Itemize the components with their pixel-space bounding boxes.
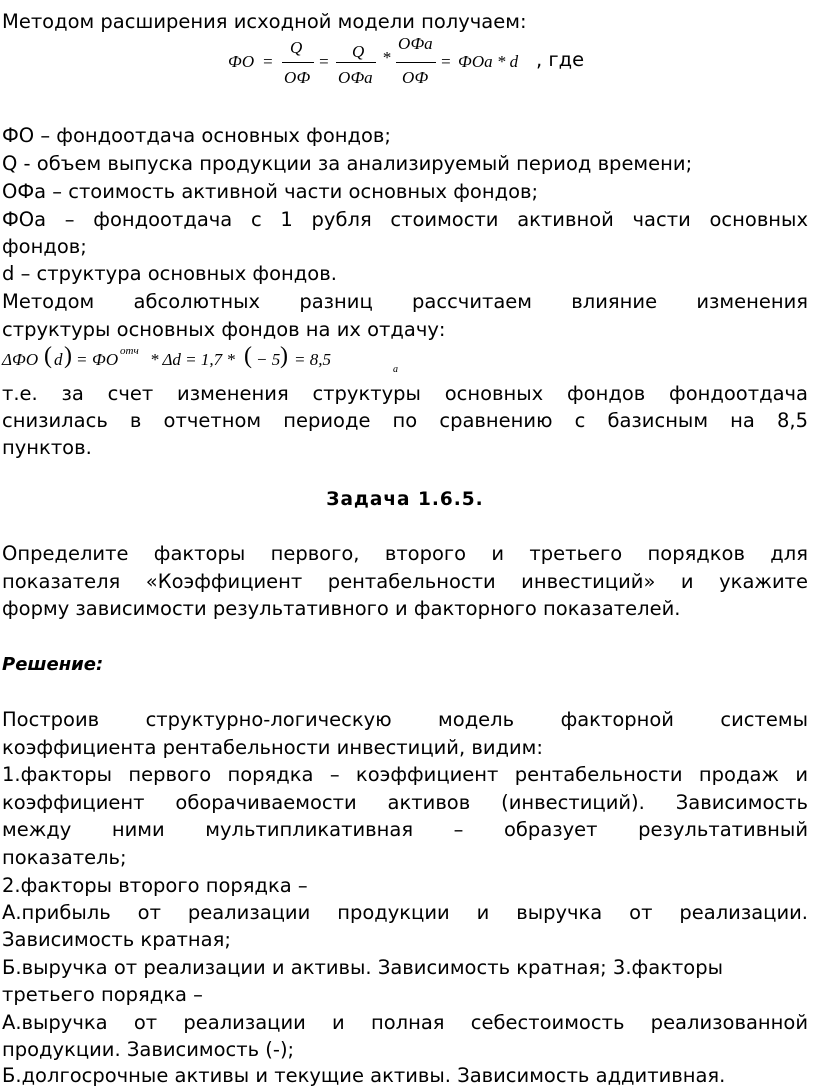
definition-line: Q - объем выпуска продукции за анализируемый период времени; bbox=[2, 152, 693, 175]
solution-text-line: А.прибыль от реализации продукции и выручка от реализации. bbox=[2, 901, 808, 924]
formula-eq2: = bbox=[318, 52, 330, 71]
formula-intro: Методом расширения исходной модели получаем: bbox=[2, 10, 527, 33]
fraction-bar bbox=[336, 62, 376, 63]
task-text-line: показателя «Коэффициент рентабельности инвестиций» и укажите bbox=[2, 570, 808, 593]
definition-line: ФОа – фондоотдача с 1 рубля стоимости активной части основных bbox=[2, 208, 808, 231]
fraction-bar bbox=[282, 62, 314, 63]
delta-fo-neg: − 5 bbox=[256, 350, 281, 369]
paren-open: ( bbox=[244, 343, 252, 369]
formula-frac2-den: ОФа bbox=[338, 68, 373, 87]
formula-lhs: ФО bbox=[228, 52, 255, 71]
formula-times: * bbox=[382, 48, 391, 67]
delta-fo-rest: * Δd = 1,7 * bbox=[150, 350, 235, 369]
fraction-bar bbox=[396, 62, 436, 63]
solution-text-line: продукции. Зависимость (-); bbox=[2, 1038, 295, 1061]
delta-fo-fo: ФО bbox=[92, 350, 119, 369]
conclusion-line: снизилась в отчетном периоде по сравнению с базисным на 8,5 bbox=[2, 409, 808, 432]
solution-text-line: третьего порядка – bbox=[2, 983, 203, 1006]
definition-line: фондов; bbox=[2, 235, 87, 258]
conclusion-line: т.е. за счет изменения структуры основных фондов фондоотдача bbox=[2, 382, 808, 405]
subscript-note: а bbox=[393, 364, 398, 375]
task-text-line: Определите факторы первого, второго и третьего порядков для bbox=[2, 542, 808, 565]
formula-eq1: = bbox=[262, 52, 274, 71]
formula-frac3-num: ОФа bbox=[398, 34, 433, 53]
formula-rhs: ФОа * d bbox=[458, 52, 519, 71]
formula-tail: , где bbox=[536, 48, 585, 71]
formula-eq3: = bbox=[440, 52, 452, 71]
formula-frac2-num: Q bbox=[352, 42, 365, 61]
definition-line: d – структура основных фондов. bbox=[2, 262, 337, 285]
solution-text-line: 1.факторы первого порядка – коэффициент рентабельности продаж и bbox=[2, 763, 808, 786]
solution-text-line: Зависимость кратная; bbox=[2, 928, 231, 951]
definition-line: ФО – фондоотдача основных фондов; bbox=[2, 124, 391, 147]
solution-text-line: А.выручка от реализации и полная себестоимость реализованной bbox=[2, 1011, 808, 1034]
formula-frac3-den: ОФ bbox=[402, 68, 429, 87]
task-heading: Задача 1.6.5. bbox=[326, 489, 484, 510]
formula-frac1-den: ОФ bbox=[284, 68, 311, 87]
conclusion-line: пунктов. bbox=[2, 436, 92, 459]
paren-open: ( bbox=[44, 343, 52, 369]
delta-fo-arg: d bbox=[54, 350, 63, 369]
solution-text-line: показатель; bbox=[2, 846, 127, 869]
solution-text-line: коэффициента рентабельности инвестиций, видим: bbox=[2, 736, 543, 759]
delta-fo-result: = 8,5 bbox=[294, 350, 331, 369]
solution-text-line: Б.выручка от реализации и активы. Зависимость кратная; 3.факторы bbox=[2, 956, 723, 979]
definition-line: ОФа – стоимость активной части основных фондов; bbox=[2, 180, 539, 203]
solution-heading: Решение: bbox=[2, 654, 104, 675]
formula-frac1-num: Q bbox=[290, 38, 303, 57]
delta-fo-sup: отч bbox=[120, 345, 139, 357]
paren-close: ) bbox=[64, 343, 72, 369]
solution-text-line: Б.долгосрочные активы и текущие активы. Зависимость аддитивная. bbox=[2, 1064, 726, 1087]
task-text-line: форму зависимости результативного и факторного показателей. bbox=[2, 597, 681, 620]
solution-text-line: коэффициент оборачиваемости активов (инвестиций). Зависимость bbox=[2, 791, 808, 814]
solution-text-line: между ними мультипликативная – образует результативный bbox=[2, 818, 808, 841]
solution-text-line: Построив структурно-логическую модель факторной системы bbox=[2, 708, 808, 731]
absolute-diff-line: Методом абсолютных разниц рассчитаем влияние изменения bbox=[2, 290, 808, 313]
paren-close: ) bbox=[280, 343, 288, 369]
solution-text-line: 2.факторы второго порядка – bbox=[2, 874, 308, 897]
absolute-diff-line: структуры основных фондов на их отдачу: bbox=[2, 318, 446, 341]
delta-fo-lhs: ΔФО bbox=[2, 350, 39, 369]
delta-fo-eq: = bbox=[76, 350, 88, 369]
